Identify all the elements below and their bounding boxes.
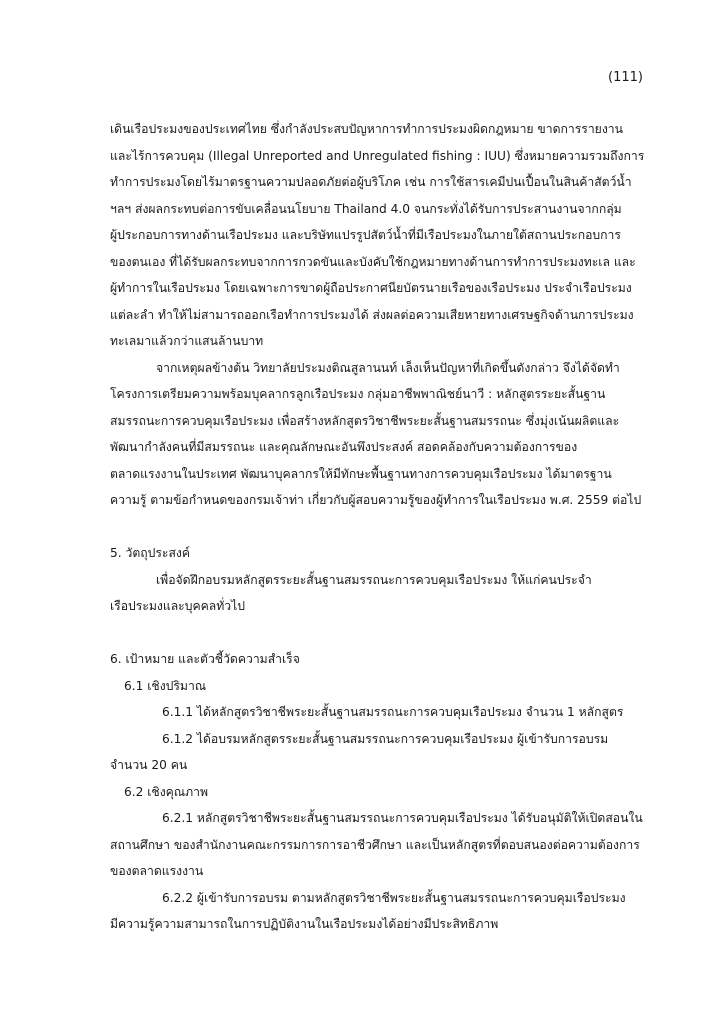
section-targets xyxy=(110,646,642,938)
text-line: เดินเรือประมงของประเทศไทย ซึ่งกำลังประสบปัญหาการทำการประมงผิดกฎหมาย ขาดการรายงาน xyxy=(110,122,623,136)
text-line: โครงการเตรียมความพร้อมบุคลากรลูกเรือประมง กลุ่มอาชีพพาณิชย์นาวี : หลักสูตรระยะสั้นฐาน xyxy=(110,387,606,401)
subsection-heading: 6.2 เชิงคุณภาพ xyxy=(124,784,209,799)
text-line: 6.2.2 ผู้เข้ารับการอบรม ตามหลักสูตรวิชาชีพระยะสั้นฐานสมรรถนะการควบคุมเรือประมง xyxy=(162,890,626,905)
paragraph-rationale xyxy=(110,355,642,514)
text-line: สมรรถนะการควบคุมเรือประมง เพื่อสร้างหลักสูตรวิชาชีพระยะสั้นฐานสมรรถนะ ซึ่งมุ่งเน้นผลิตและ xyxy=(110,413,620,428)
text-line: ทะเลมาแล้วกว่าแสนล้านบาท xyxy=(110,334,264,348)
text-line: ความรู้ ตามข้อกำหนดของกรมเจ้าท่า เกี่ยวกับผู้สอบความรู้ของผู้ทำการในเรือประมง พ.ศ. 2559 ต่อไป xyxy=(110,493,642,507)
text-line: ของตนเอง ที่ได้รับผลกระทบจากการกวดขันและบังคับใช้กฎหมายทางด้านการทำการประมงทะเล และ xyxy=(110,254,636,269)
text-line: มีความรู้ความสามารถในการปฏิบัติงานในเรือประมงได้อย่างมีประสิทธิภาพ xyxy=(110,917,499,931)
text-line: 6.1.1 ได้หลักสูตรวิชาชีพระยะสั้นฐานสมรรถนะการควบคุมเรือประมง จำนวน 1 หลักสูตร xyxy=(162,705,624,719)
spacer xyxy=(110,514,642,541)
paragraph-continuation xyxy=(110,116,645,355)
text-line: ตลาดแรงงานในประเทศ พัฒนาบุคลากรให้มีทักษะพื้นฐานทางการควบคุมเรือประมง ได้มาตรฐาน xyxy=(110,466,612,481)
text-line: แต่ละลำ ทำให้ไม่สามารถออกเรือทำการประมงได้ ส่งผลต่อความเสียหายทางเศรษฐกิจด้านการประมง xyxy=(110,307,634,322)
document-body xyxy=(110,116,645,938)
subsection-heading: 6.1 เชิงปริมาณ xyxy=(124,678,207,693)
text-line: ทำการประมงโดยไร้มาตรฐานความปลอดภัยต่อผู้บริโภค เช่น การใช้สารเคมีปนเปื้อนในสินค้าสัตว์น้ำ xyxy=(110,175,632,189)
section-heading: 5. วัตถุประสงค์ xyxy=(110,546,191,560)
text-line: ผู้ประกอบการทางด้านเรือประมง และบริษัทแปรรูปสัตว์น้ำที่มีเรือประมงในภายใต้สถานประกอบการ xyxy=(110,228,621,242)
section-heading: 6. เป้าหมาย และตัวชี้วัดความสำเร็จ xyxy=(110,652,300,666)
text-line: 6.2.1 หลักสูตรวิชาชีพระยะสั้นฐานสมรรถนะการควบคุมเรือประมง ได้รับอนุมัติให้เปิดสอนใน xyxy=(162,811,643,825)
text-line: และไร้การควบคุม (Illegal Unreported and Unregulated fishing : IUU) ซึ่งหมายความรวมถึงการ xyxy=(110,148,645,163)
spacer xyxy=(110,620,642,647)
text-line: สถานศึกษา ของสำนักงานคณะกรรมการการอาชีวศึกษา และเป็นหลักสูตรที่ตอบสนองต่อความต้องการ xyxy=(110,837,640,852)
text-line: 6.1.2 ได้อบรมหลักสูตรระยะสั้นฐานสมรรถนะการควบคุมเรือประมง ผู้เข้ารับการอบรม xyxy=(162,731,609,746)
text-line: เรือประมงและบุคคลทั่วไป xyxy=(110,599,245,613)
text-line: ฯลฯ ส่งผลกระทบต่อการขับเคลื่อนนโยบาย Thailand 4.0 จนกระทั่งได้รับการประสานงานจากกลุ่ม xyxy=(110,201,622,216)
text-line: ของตลาดแรงงาน xyxy=(110,864,204,878)
text-line: เพื่อจัดฝึกอบรมหลักสูตรระยะสั้นฐานสมรรถนะการควบคุมเรือประมง ให้แก่คนประจำ xyxy=(156,572,592,587)
text-line: ผู้ทำการในเรือประมง โดยเฉพาะการขาดผู้ถือประกาศนียบัตรนายเรือของเรือประมง ประจำเรือประมง xyxy=(110,281,632,295)
text-line: จำนวน 20 คน xyxy=(110,758,188,772)
text-line: พัฒนากำลังคนที่มีสมรรถนะ และคุณลักษณะอันพึงประสงค์ สอดคล้องกับความต้องการของ xyxy=(110,440,578,454)
section-objectives xyxy=(110,540,642,620)
text-line: จากเหตุผลข้างต้น วิทยาลัยประมงติณสูลานนท์ เล็งเห็นปัญหาที่เกิดขึ้นดังกล่าว จึงได้จัดทำ xyxy=(156,360,620,375)
page-number: (111) xyxy=(608,70,643,85)
